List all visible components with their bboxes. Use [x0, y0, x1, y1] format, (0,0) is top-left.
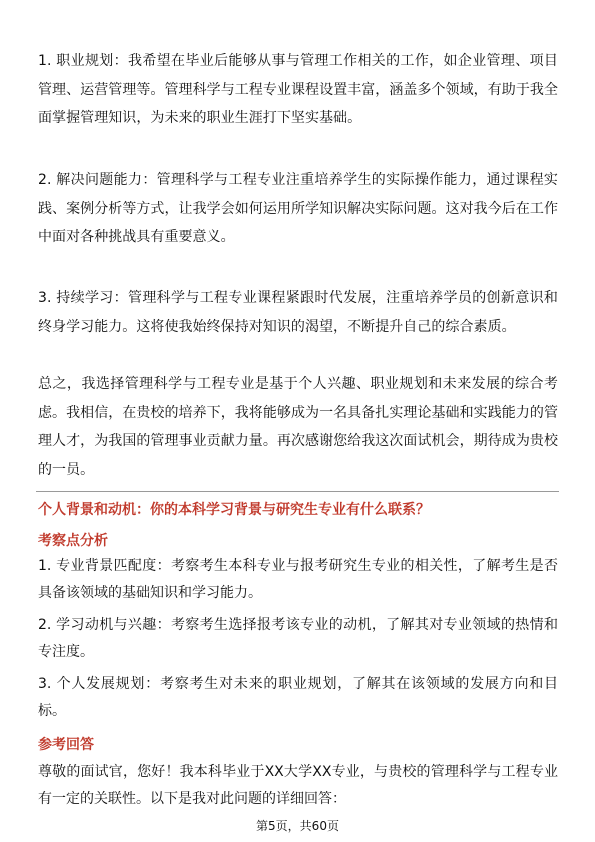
page-number: 第5页，共60页	[256, 819, 339, 833]
analysis-heading: 考察点分析	[38, 533, 108, 549]
answer-heading: 参考回答	[38, 737, 94, 753]
paragraph-conclusion: 总之，我选择管理科学与工程专业是基于个人兴趣、职业规划和未来发展的综合考虑。我相信，在贵校的培养下，我将能够成为一名具备扎实理论基础和实践能力的管理人才，为我国的管理事业贡献力量。再次感谢您给我这次面试机会，期待成为贵校的一员。	[38, 376, 558, 478]
analysis-item-background-match: 1. 专业背景匹配度：考察考生本科专业与报考研究生专业的相关性，了解考生是否具备该领域的基础知识和学习能力。	[38, 558, 558, 601]
analysis-item-motivation: 2. 学习动机与兴趣：考察考生选择报考该专业的动机，了解其对专业领域的热情和专注度。	[38, 617, 558, 660]
paragraph-career-planning: 1. 职业规划：我希望在毕业后能够从事与管理工作相关的工作，如企业管理、项目管理、运营管理等。管理科学与工程专业课程设置丰富，涵盖多个领域，有助于我全面掌握管理知识，为未来的职业生涯打下坚实基础。	[38, 53, 558, 126]
paragraph-problem-solving: 2. 解决问题能力：管理科学与工程专业注重培养学生的实际操作能力，通过课程实践、案例分析等方式，让我学会如何运用所学知识解决实际问题。这对我今后在工作中面对各种挑战具有重要意义。	[38, 172, 558, 245]
answer-text: 尊敬的面试官，您好！我本科毕业于XX大学XX专业，与贵校的管理科学与工程专业有一定的关联性。以下是我对此问题的详细回答：	[38, 764, 558, 807]
interview-question: 个人背景和动机：你的本科学习背景与研究生专业有什么联系？	[38, 502, 430, 518]
paragraph-continuous-learning: 3. 持续学习：管理科学与工程专业课程紧跟时代发展，注重培养学员的创新意识和终身学习能力。这将使我始终保持对知识的渴望，不断提升自己的综合素质。	[38, 290, 558, 335]
section-divider	[36, 491, 559, 492]
analysis-item-development-plan: 3. 个人发展规划：考察考生对未来的职业规划，了解其在该领域的发展方向和目标。	[38, 676, 558, 719]
